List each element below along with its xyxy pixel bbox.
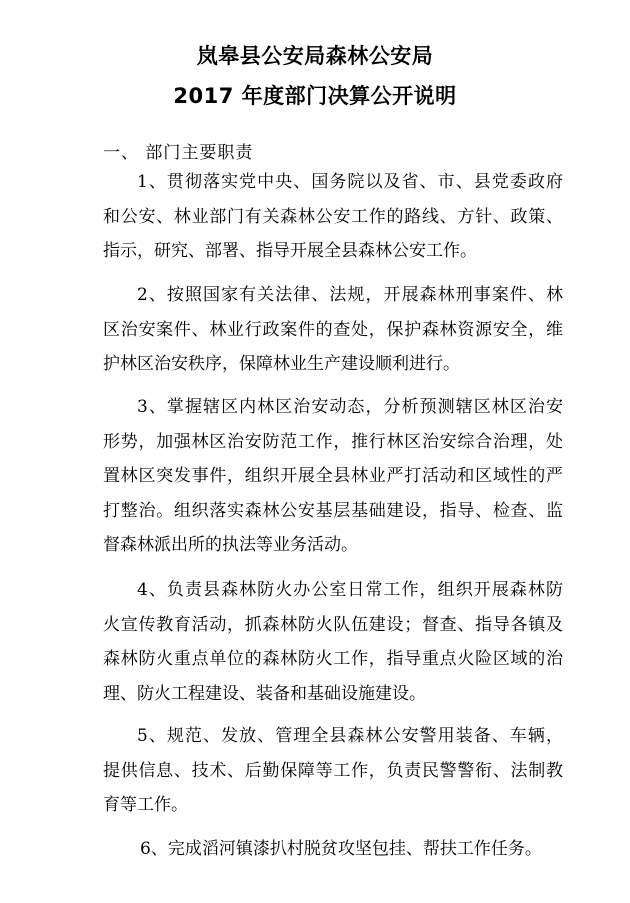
duty-paragraph-5 [103, 719, 563, 823]
paragraph-line: 1、贯彻落实党中央、国务院以及省、市、县党委政府 [137, 172, 563, 192]
paragraph-line: 提供信息、技术、后勤保障等工作，负责民警警衔、法制教 [103, 760, 563, 781]
paragraph-line: 督森林派出所的执法等业务活动。 [103, 535, 358, 556]
paragraph-line: 理、防火工程建设、装备和基础设施建设。 [103, 683, 426, 704]
duty-paragraph-1 [103, 165, 563, 269]
duty-paragraph-2 [103, 278, 563, 382]
paragraph-line: 区治安案件、林业行政案件的查处，保护森林资源安全，维 [103, 319, 563, 340]
duty-paragraph-3 [103, 390, 563, 563]
duty-paragraph-6 [103, 832, 563, 867]
document-subtitle: 2017 年度部门决算公开说明 [173, 84, 457, 108]
paragraph-line: 火宣传教育活动，抓森林防火队伍建设；督查、指导各镇及 [103, 614, 563, 635]
paragraph-line: 4、负责县森林防火办公室日常工作，组织开展森林防 [137, 580, 563, 600]
paragraph-line: 森林防火重点单位的森林防火工作，指导重点火险区域的治 [103, 649, 563, 670]
paragraph-line: 育等工作。 [103, 795, 188, 816]
paragraph-line: 6、完成滔河镇漆扒村脱贫攻坚包挂、帮扶工作任务。 [140, 839, 542, 859]
paragraph-line: 5、规范、发放、管理全县森林公安警用装备、车辆， [137, 726, 563, 746]
paragraph-line: 形势，加强林区治安防范工作，推行林区治安综合治理，处 [103, 431, 563, 452]
duty-paragraph-4 [103, 573, 563, 711]
paragraph-line: 护林区治安秩序，保障林业生产建设顺利进行。 [103, 354, 460, 375]
section-heading-main-duties: 一、 部门主要职责 [103, 143, 254, 163]
paragraph-line: 打整治。组织落实森林公安基层基础建设，指导、检查、监 [103, 500, 563, 521]
paragraph-line: 2、按照国家有关法律、法规，开展森林刑事案件、林 [137, 285, 563, 305]
paragraph-line: 置林区突发事件，组织开展全县林业严打活动和区域性的严 [103, 466, 563, 487]
document-title: 岚皋县公安局森林公安局 [196, 44, 434, 68]
paragraph-line: 和公安、林业部门有关森林公安工作的路线、方针、政策、 [103, 206, 563, 227]
paragraph-line: 3、掌握辖区内林区治安动态，分析预测辖区林区治安 [137, 397, 563, 417]
paragraph-line: 指示，研究、部署、指导开展全县森林公安工作。 [103, 241, 477, 262]
